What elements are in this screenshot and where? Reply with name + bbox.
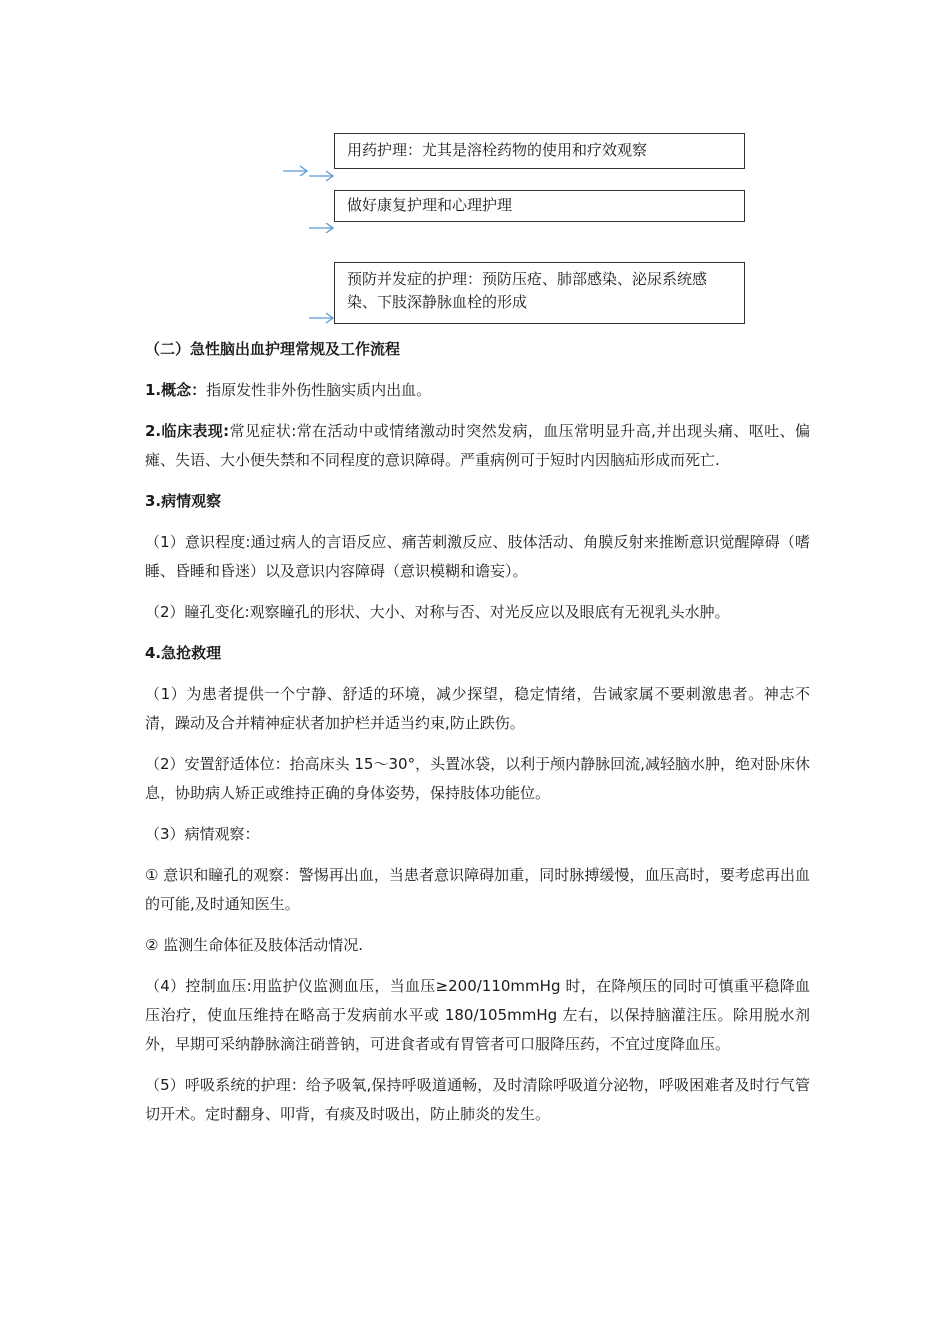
rescue-item-4: （4）控制血压:用监护仪监测血压，当血压≥200/110mmHg 时，在降颅压的同时可慎重平稳降血压治疗，使血压维持在略高于发病前水平或 180/105mmHg 左右，以保持脑灌注压。除用脱水剂外，早期可采纳静脉滴注硝普钠，可进食者或有胃管者可口服降压药，不宜过度降血压。 xyxy=(145,977,810,1053)
rescue-item-1: （1）为患者提供一个宁静、舒适的环境，减少探望，稳定情绪，告诫家属不要刺激患者。神志不清，躁动及合并精神症状者加护栏并适当约束,防止跌伤。 xyxy=(145,685,810,732)
document-body xyxy=(145,335,810,1129)
observation-item-2: （2）瞳孔变化:观察瞳孔的形状、大小、对称与否、对光反应以及眼底有无视乳头水肿。 xyxy=(145,603,730,621)
clinical-text: 常见症状:常在活动中或情绪激动时突然发病，血压常明显升高,并出现头痛、呕吐、偏瘫、失语、大小便失禁和不同程度的意识障碍。严重病例可于短时内因脑疝形成而死亡. xyxy=(145,422,810,469)
clinical-label: 2.临床表现: xyxy=(145,422,230,440)
observation-item-1: （1）意识程度:通过病人的言语反应、痛苦刺激反应、肢体活动、角膜反射来推断意识觉醒障碍（嗜睡、昏睡和昏迷）以及意识内容障碍（意识模糊和谵妄）。 xyxy=(145,533,810,580)
rescue-item-3b: ② 监测生命体征及肢体活动情况. xyxy=(145,936,363,954)
clinical-paragraph xyxy=(145,417,810,475)
rescue-item-3a: ① 意识和瞳孔的观察：警惕再出血，当患者意识障碍加重，同时脉搏缓慢，血压高时，要考虑再出血的可能,及时通知医生。 xyxy=(145,866,810,913)
flow-box-complications: 预防并发症的护理：预防压疮、肺部感染、泌尿系统感染、下肢深静脉血栓的形成 xyxy=(334,262,745,324)
concept-label: 1.概念： xyxy=(145,381,207,399)
arrow-3 xyxy=(309,313,333,323)
arrow-2 xyxy=(309,223,333,233)
flow-box-medication: 用药护理：尤其是溶栓药物的使用和疗效观察 xyxy=(334,133,745,169)
concept-paragraph xyxy=(145,376,810,405)
observation-heading: 3.病情观察 xyxy=(145,492,222,510)
rescue-item-3: （3）病情观察： xyxy=(145,825,260,843)
rescue-heading: 4.急抢救理 xyxy=(145,644,222,662)
section-title: （二）急性脑出血护理常规及工作流程 xyxy=(145,340,401,358)
rescue-item-2: （2）安置舒适体位：抬高床头 15～30°，头置冰袋，以利于颅内静脉回流,减轻脑水肿，绝对卧床休息，协助病人矫正或维持正确的身体姿势，保持肢体功能位。 xyxy=(145,755,810,802)
concept-text: 指原发性非外伤性脑实质内出血。 xyxy=(206,381,432,399)
rescue-item-5: （5）呼吸系统的护理：给予吸氧,保持呼吸道通畅，及时清除呼吸道分泌物，呼吸困难者及时行气管切开术。定时翻身、叩背，有痰及时吸出，防止肺炎的发生。 xyxy=(145,1076,810,1123)
arrow-1 xyxy=(283,166,333,181)
flow-box-rehab: 做好康复护理和心理护理 xyxy=(334,190,745,222)
